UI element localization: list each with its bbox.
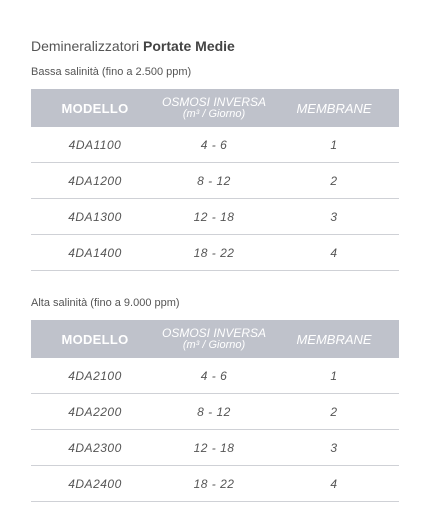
cell-model: 4DA2300 bbox=[31, 430, 159, 466]
cell-membranes: 4 bbox=[269, 466, 399, 502]
table-header-row bbox=[31, 89, 399, 127]
table-header-row bbox=[31, 320, 399, 358]
cell-membranes: 4 bbox=[269, 235, 399, 271]
cell-osmosis: 8 - 12 bbox=[159, 394, 269, 430]
cell-membranes: 3 bbox=[269, 430, 399, 466]
title-light: Demineralizzatori bbox=[31, 38, 140, 54]
cell-model: 4DA2400 bbox=[31, 466, 159, 502]
cell-osmosis: 4 - 6 bbox=[159, 127, 269, 163]
spec-table-high-salinity bbox=[31, 320, 399, 502]
table-row bbox=[31, 430, 399, 466]
cell-membranes: 1 bbox=[269, 358, 399, 394]
cell-model: 4DA2100 bbox=[31, 358, 159, 394]
table-row bbox=[31, 127, 399, 163]
header-osmosis-unit: (m³ / Giorno) bbox=[182, 108, 246, 120]
page-title bbox=[31, 38, 235, 54]
cell-model: 4DA1100 bbox=[31, 127, 159, 163]
cell-membranes: 1 bbox=[269, 127, 399, 163]
header-osmosis-unit: (m³ / Giorno) bbox=[182, 339, 246, 351]
section-subtitle-high-salinity: Alta salinità (fino a 9.000 ppm) bbox=[31, 297, 180, 309]
cell-membranes: 2 bbox=[269, 163, 399, 199]
header-osmosis-label: OSMOSI INVERSA bbox=[161, 326, 267, 340]
table-row bbox=[31, 358, 399, 394]
spec-table-low-salinity bbox=[31, 89, 399, 271]
title-bold: Portate Medie bbox=[143, 38, 235, 54]
table-row bbox=[31, 466, 399, 502]
header-membranes: MEMBRANE bbox=[269, 320, 399, 358]
cell-model: 4DA1400 bbox=[31, 235, 159, 271]
header-osmosis bbox=[159, 320, 269, 358]
header-model: MODELLO bbox=[31, 89, 159, 127]
cell-model: 4DA1300 bbox=[31, 199, 159, 235]
cell-membranes: 2 bbox=[269, 394, 399, 430]
cell-model: 4DA1200 bbox=[31, 163, 159, 199]
table-row bbox=[31, 235, 399, 271]
cell-osmosis: 18 - 22 bbox=[159, 235, 269, 271]
header-osmosis bbox=[159, 89, 269, 127]
header-osmosis-label: OSMOSI INVERSA bbox=[161, 95, 267, 109]
cell-osmosis: 12 - 18 bbox=[159, 430, 269, 466]
cell-osmosis: 12 - 18 bbox=[159, 199, 269, 235]
section-subtitle-low-salinity: Bassa salinità (fino a 2.500 ppm) bbox=[31, 66, 192, 78]
header-model: MODELLO bbox=[31, 320, 159, 358]
cell-osmosis: 18 - 22 bbox=[159, 466, 269, 502]
cell-model: 4DA2200 bbox=[31, 394, 159, 430]
header-membranes: MEMBRANE bbox=[269, 89, 399, 127]
cell-osmosis: 8 - 12 bbox=[159, 163, 269, 199]
table-row bbox=[31, 199, 399, 235]
table-row bbox=[31, 394, 399, 430]
cell-membranes: 3 bbox=[269, 199, 399, 235]
table-row bbox=[31, 163, 399, 199]
cell-osmosis: 4 - 6 bbox=[159, 358, 269, 394]
